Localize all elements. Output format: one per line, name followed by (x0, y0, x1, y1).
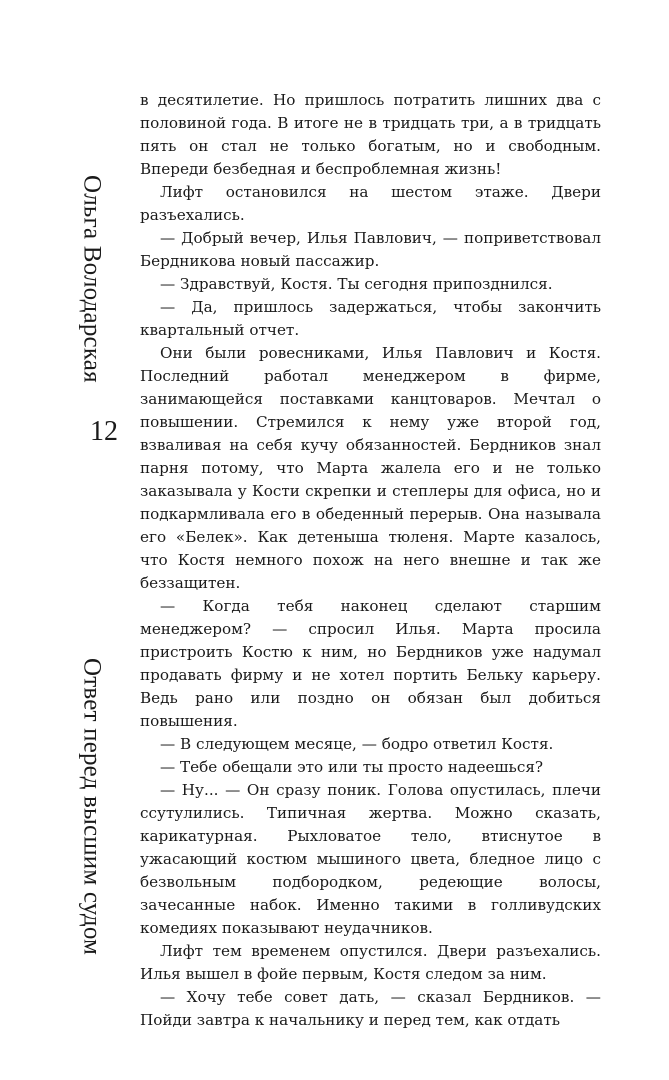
paragraph: — Ну... — Он сразу поник. Голова опустилась, плечи ссутулились. Типичная жертва. Можно сказать, карикатурная. Рыхловатое тело, втиснутое в ужасающий костюм мышиного цвета, бледное лицо с безвольным подбородком, редеющие волосы, зачесанные набок. Именно такими в голливудских комедиях показывают неудачников. (140, 781, 601, 937)
paragraph: Лифт тем временем опустился. Двери разъехались. Илья вышел в фойе первым, Костя следом за ним. (140, 942, 601, 983)
paragraph: — Тебе обещали это или ты просто надеешься? (160, 758, 544, 776)
running-head-title: Ответ перед высшим судом (78, 658, 106, 956)
paragraph: — Когда тебя наконец сделают старшим менеджером? — спросил Илья. Марта просила пристроить Костю к ним, но Бердников уже надумал продавать фирму и не хотел портить Бельку карьеру. Ведь рано или поздно он обязан был добиться повышения. (140, 597, 601, 730)
paragraph: Лифт остановился на шестом этаже. Двери разъехались. (140, 183, 601, 224)
body-text (140, 89, 601, 1032)
page-number: 12 (90, 416, 118, 447)
running-head-author: Ольга Володарская (78, 175, 106, 383)
paragraph: — В следующем месяце, — бодро ответил Костя. (160, 735, 554, 753)
paragraph: — Да, пришлось задержаться, чтобы закончить квартальный отчет. (140, 298, 601, 339)
paragraph: — Хочу тебе совет дать, — сказал Бердников. — Пойди завтра к начальнику и перед тем, как отдать (140, 988, 601, 1029)
paragraph: Они были ровесниками, Илья Павлович и Костя. Последний работал менеджером в фирме, занимающейся поставками канцтоваров. Мечтал о повышении. Стремился к нему уже второй год, взваливая на себя кучу обязанностей. Бердников знал парня потому, что Марта жалела его и не только заказывала у Кости скрепки и степлеры для офиса, но и подкармливала его в обеденный перерыв. Она называла его «Белек». Как детеныша тюленя. Марте казалось, что Костя немного похож на него внешне и так же беззащитен. (140, 344, 601, 592)
paragraph: в десятилетие. Но пришлось потратить лишних два с половиной года. В итоге не в тридцать три, а в тридцать пять он стал не только богатым, но и свободным. Впереди безбедная и беспроблемная жизнь! (140, 91, 601, 178)
paragraph: — Добрый вечер, Илья Павлович, — поприветствовал Бердникова новый пассажир. (140, 229, 601, 270)
paragraph: — Здравствуй, Костя. Ты сегодня припозднился. (160, 275, 553, 293)
running-head (62, 175, 122, 956)
